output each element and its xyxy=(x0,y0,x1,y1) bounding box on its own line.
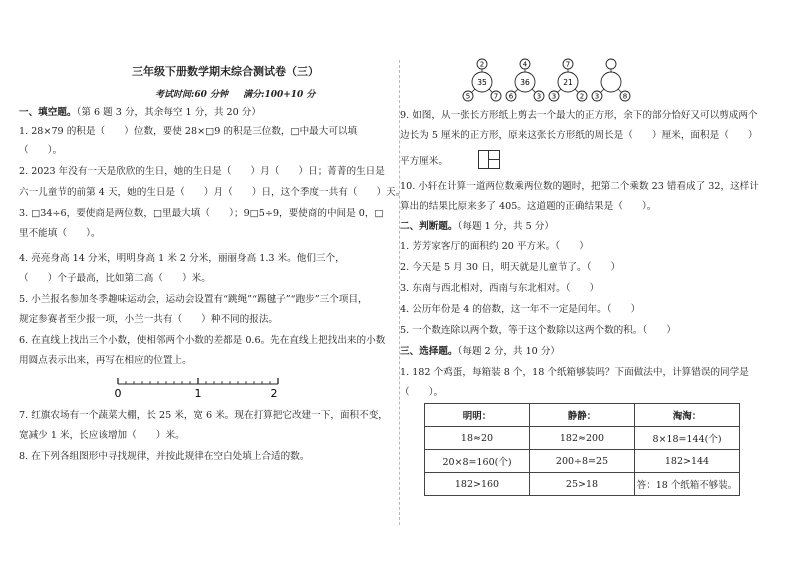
question-line: 六一儿童节的前第 4 天，她的生日是（ ）月（ ）日，这个季度一共有（ ）天。 xyxy=(19,187,406,198)
number-line-label: 1 xyxy=(194,387,202,400)
table-cell: 20×8=160(个) xyxy=(425,450,530,473)
top-number: 7 xyxy=(565,60,571,69)
exam-title: 三年级下册数学期末综合测试卷（三） xyxy=(132,65,319,78)
question-line: 5. 小兰报名参加冬季趣味运动会，运动会设置有“跳绳”“踢毽子”“跑步”三个项目， xyxy=(19,294,368,305)
center-number: 35 xyxy=(477,78,487,87)
section-note: （第 6 题 3 分，其余每空 1 分，共 20 分） xyxy=(76,107,261,118)
table-cell: 25>18 xyxy=(530,473,635,496)
right-number: 2 xyxy=(579,92,585,101)
table-cell: 18≈20 xyxy=(425,427,530,450)
question-line: 8. 在下列各组图形中寻找规律，并按此规律在空白处填上合适的数。 xyxy=(19,451,310,462)
table-header-row xyxy=(425,404,740,427)
section-title: 一、填空题。 xyxy=(19,107,77,118)
table-cell: 182>144 xyxy=(635,450,740,473)
judge-item: 1. 芳芳家客厅的面积约 20 平方米。（ ） xyxy=(400,241,589,252)
section-heading-choice xyxy=(400,346,560,358)
question-line: （ ）。 xyxy=(19,145,63,156)
section-note: （每题 2 分，共 10 分） xyxy=(457,346,561,357)
question-line: 10. 小轩在计算一道两位数乘两位数的题时，把第二个乘数 23 错看成了 32，这样计 xyxy=(400,181,759,192)
question-line: 1. 182 个鸡蛋，每箱装 8 个，18 个纸箱够装吗？下面做法中，计算错误的同学是 xyxy=(400,367,749,378)
table-row xyxy=(425,473,740,496)
header-cell: 淘淘： xyxy=(635,404,740,427)
section-heading-fill xyxy=(19,107,261,119)
question-line: 平方厘米。 xyxy=(400,156,448,167)
left-number: 5 xyxy=(465,92,471,101)
table-row xyxy=(425,450,740,473)
question-line: 里不能填（ ）。 xyxy=(19,228,101,239)
section-title: 三、选择题。 xyxy=(400,346,458,357)
top-number: 4 xyxy=(522,60,528,69)
left-number: 6 xyxy=(508,92,514,101)
question-line: 边长为 5 厘米的正方形，原来这张长方形纸的周长是（ ）厘米，面积是（ ） xyxy=(400,130,758,141)
exam-info xyxy=(155,87,327,100)
question-line: 9. 如图，从一张长方形纸上剪去一个最大的正方形，余下的部分恰好又可以剪成两个 xyxy=(400,110,758,121)
number-line-label: 0 xyxy=(114,387,122,400)
options-table xyxy=(424,403,740,496)
judge-item: 4. 公历年份是 4 的倍数，这一年不一定是闰年。（ ） xyxy=(400,304,641,315)
right-number: 3 xyxy=(536,92,542,101)
table-row xyxy=(425,427,740,450)
question-line: 3. □34÷6，要使商是两位数，□里最大填（ ）；9□5÷9，要使商的中间是 0，□ xyxy=(19,208,384,219)
question-line: 1. 28×79 的积是（ ）位数，要使 28×□9 的积是三位数，□中最大可以填 xyxy=(19,126,358,137)
center-number: 21 xyxy=(563,78,573,87)
table-cell: 答：18 个纸箱不够装。 xyxy=(635,473,740,496)
exam-score: 满分:100+10 分 xyxy=(243,90,316,100)
judge-item: 5. 一个数连除以两个数，等于这个数除以这两个数的积。（ ） xyxy=(400,325,677,336)
table-cell: 182≈200 xyxy=(530,427,635,450)
question-line: （ ）个子最高，比如第二高（ ）米。 xyxy=(19,273,211,284)
header-cell: 明明： xyxy=(425,404,530,427)
rectangle-figure xyxy=(478,150,500,169)
right-number: 7 xyxy=(493,92,499,101)
section-heading-judge xyxy=(400,221,554,233)
top-number: 2 xyxy=(479,60,485,69)
right-number: 8 xyxy=(622,92,628,101)
table-cell: 8×18=144(个) xyxy=(635,427,740,450)
judge-item: 2. 今天是 5 月 30 日，明天就是儿童节了。（ ） xyxy=(400,262,621,273)
question-line: （ ）。 xyxy=(400,387,444,398)
left-number: 3 xyxy=(594,92,600,101)
section-title: 二、判断题。 xyxy=(400,221,458,232)
question-line: 2. 2023 年没有一天是欣欣的生日，她的生日是（ ）月（ ）日；菁菁的生日是 xyxy=(19,166,385,177)
judge-item: 3. 东南与西北相对，西南与东北相对。（ ） xyxy=(400,283,600,294)
question-line: 宽减少 1 米，长应该增加（ ）米。 xyxy=(19,430,185,441)
left-number: 3 xyxy=(551,92,557,101)
table-cell: 200÷8=25 xyxy=(530,450,635,473)
question-line: 4. 亮亮身高 14 分米，明明身高 1 米 2 分米，丽丽身高 1.3 米。他们三个， xyxy=(19,253,345,264)
table-cell: 182>160 xyxy=(425,473,530,496)
number-line xyxy=(112,374,282,402)
question-line: 规定参赛者至少报一项，小兰一共有（ ）种不同的报法。 xyxy=(19,314,279,325)
question-line: 6. 在直线上找出三个小数，使相邻两个小数的差都是 0.6。先在直线上把找出来的小数 xyxy=(19,335,386,346)
header-cell: 静静： xyxy=(530,404,635,427)
question-line: 用圆点表示出来，再写在相应的位置上。 xyxy=(19,355,192,366)
number-line-label: 2 xyxy=(270,387,278,400)
section-note: （每题 1 分，共 5 分） xyxy=(457,221,554,232)
question-line: 7. 红旗农场有一个蔬菜大棚，长 25 米，宽 6 米。现在打算把它改建一下，面积不变， xyxy=(19,410,388,421)
center-number: 36 xyxy=(520,78,530,87)
exam-time: 考试时间:60 分钟 xyxy=(155,90,228,100)
question-line: 算出的结果比原来多了 405。这道题的正确结果是（ ）。 xyxy=(400,201,657,212)
